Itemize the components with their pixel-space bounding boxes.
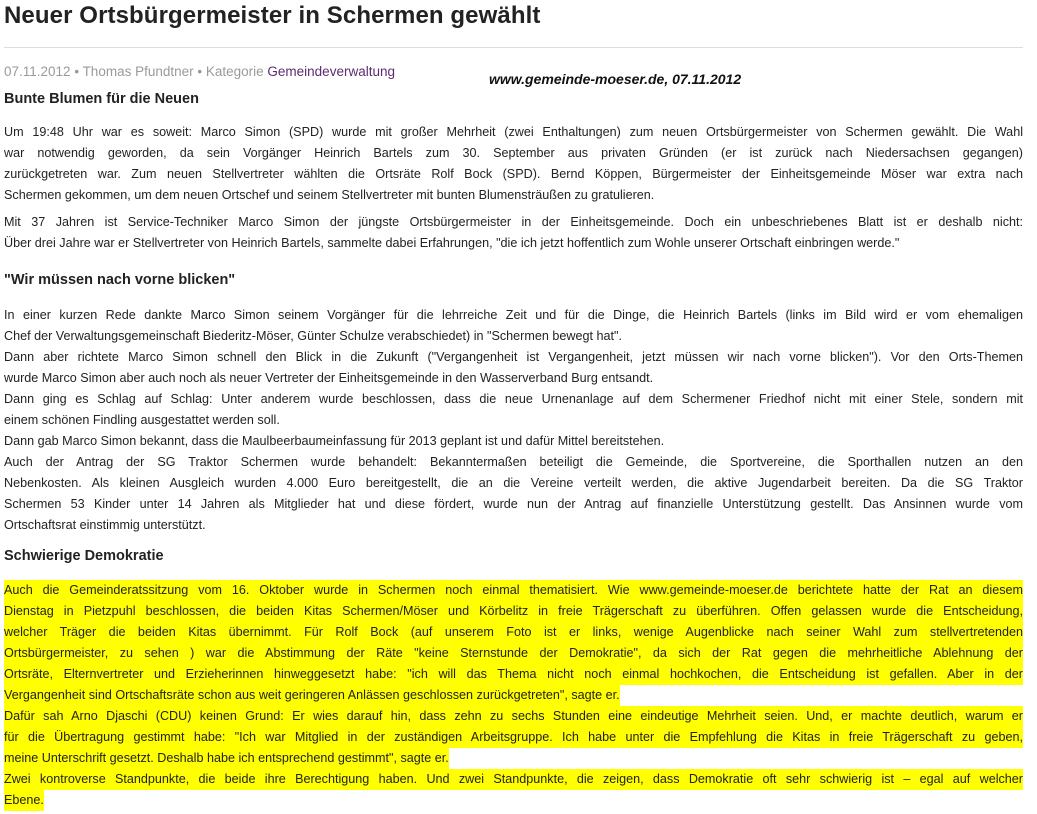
meta-category-label: • Kategorie bbox=[193, 64, 268, 79]
paragraph-line: Dann aber richtete Marco Simon schnell den Blick in die Zukunft ("Vergangenheit ist Vergangenheit, jetzt müssen wir nach vorne blicken"). Vor den Orts-Themen bbox=[4, 350, 1023, 364]
paragraph-line: Ortsräte, Elternvertreter und Erzieherinnen hinweggesetzt habe: "ich will das Thema nicht noch einmal hochkochen, die Entscheidung ist gefallen. Aber in der bbox=[4, 664, 1023, 685]
paragraph-line: einem schönen Findling ausgestattet werden soll. bbox=[4, 413, 280, 427]
paragraph bbox=[4, 212, 1023, 254]
paragraph bbox=[4, 305, 1023, 536]
paragraph-line: meine Unterschrift gesetzt. Deshalb habe ich entsprechend gestimmt", sagte er. bbox=[4, 748, 449, 769]
paragraph-line: Ortsbürgermeister, zu sehen ) war die Abstimmung der Räte "keine Sternstunde der Demokratie", da sich der Rat gegen die mehrheitliche Ablehnung der bbox=[4, 643, 1023, 664]
paragraph-line: Über drei Jahre war er Stellvertreter von Heinrich Bartels, sammelte dabei Erfahrungen, "die ich jetzt hoffentlich zum Wohle unserer Ortschaft einbringen werde." bbox=[4, 236, 900, 250]
source-stamp: www.gemeinde-moeser.de, 07.11.2012 bbox=[489, 71, 742, 87]
article-author: Thomas Pfundtner bbox=[82, 64, 194, 79]
paragraph-line: welcher Träger die beiden Kitas übernimmt. Für Rolf Bock (auf unserem Foto ist er links, wenige Augenblicke nach seiner Wahl zum stellvertretenden bbox=[4, 622, 1023, 643]
article-date: 07.11.2012 bbox=[4, 64, 71, 79]
title-divider bbox=[4, 47, 1023, 48]
paragraph-line: für die Übertragung gestimmt habe: "Ich war Mitglied in der zuständigen Arbeitsgruppe. Ich habe unter die Empfehlung die Kitas in freie Trägerschaft zu geben, bbox=[4, 727, 1023, 748]
article-title: Neuer Ortsbürgermeister in Schermen gewählt bbox=[4, 2, 541, 29]
paragraph-line: Schermen 53 Kinder unter 14 Jahren als Mitglieder hat und diese fördert, wurde nun der Antrag auf finanzielle Unterstützung gestellt. Das Ansinnen wurde vom bbox=[4, 497, 1023, 511]
paragraph-line: Dienstag in Pietzpuhl beschlossen, die beiden Kitas Schermen/Möser und Körbelitz in freie Trägerschaft zu überführen. Offen gelassen wurde die Entscheidung, bbox=[4, 601, 1023, 622]
section-heading-bunte-blumen: Bunte Blumen für die Neuen bbox=[4, 91, 199, 107]
paragraph-line: Mit 37 Jahren ist Service-Techniker Marco Simon der jüngste Ortsbürgermeister in der Einheitsgemeinde. Doch ein unbeschriebenes Blatt ist er deshalb nicht: bbox=[4, 215, 1023, 229]
paragraph-line: Schermen gekommen, um dem neuen Ortschef und seinem Stellvertreter mit bunten Blumensträußen zu gratulieren. bbox=[4, 188, 655, 202]
paragraph-line: zurückgetreten war. Zum neuen Stellvertreter wählten die Ortsräte Rolf Bock (SPD). Bernd Köppen, Bürgermeister der Einheitsgemeinde Möser war extra nach bbox=[4, 167, 1023, 181]
section-heading-wir-muessen: "Wir müssen nach vorne blicken" bbox=[4, 272, 236, 288]
paragraph-line: Chef der Verwaltungsgemeinschaft Biederitz-Möser, Günter Schulze verabschiedet) in "Schermen bewegt hat". bbox=[4, 329, 622, 343]
paragraph-line: Dafür sah Arno Djaschi (CDU) keinen Grund: Er wies darauf hin, dass zehn zu sechs Stunden eine eindeutige Mehrheit seien. Und, er machte deutlich, warum er bbox=[4, 706, 1023, 727]
paragraph-line: Vergangenheit sind Ortschaftsräte schon aus weit geringeren Anlässen geschlossen zurückgetreten", sagte er. bbox=[4, 685, 620, 706]
paragraph-line: wurde Marco Simon aber auch noch als neuer Vertreter der Einheitsgemeinde in den Wasserverband Burg entsandt. bbox=[4, 371, 654, 385]
paragraph-line: Nebenkosten. Als kleinen Ausgleich wurden 4.000 Euro bereitgestellt, die an die Vereine verteilt werden, die aktive Jugendarbeit bereiten. Da die SG Traktor bbox=[4, 476, 1023, 490]
paragraph-line: Um 19:48 Uhr war es soweit: Marco Simon (SPD) wurde mit großer Mehrheit (zwei Enthaltungen) zum neuen Ortsbürgermeister von Schermen gewählt. Die Wahl bbox=[4, 125, 1023, 139]
meta-separator: • bbox=[70, 64, 83, 79]
paragraph-line: war notwendig geworden, da sein Vorgänger Heinrich Bartels zum 30. September aus privaten Gründen (er ist zurück nach Niedersachsen gegangen) bbox=[4, 146, 1023, 160]
paragraph bbox=[4, 122, 1023, 206]
highlighted-paragraph bbox=[4, 580, 1023, 811]
paragraph-line: Ortschaftsrat einstimmig unterstützt. bbox=[4, 518, 206, 532]
section-heading-schwierige-demokratie: Schwierige Demokratie bbox=[4, 548, 164, 564]
paragraph-line: In einer kurzen Rede dankte Marco Simon seinem Vorgänger für die lehrreiche Zeit und für die Dinge, die Heinrich Bartels (links im Bild wird er vom ehemaligen bbox=[4, 308, 1023, 322]
paragraph-line: Dann ging es Schlag auf Schlag: Unter anderem wurde beschlossen, dass die neue Urnenanlage auf dem Schermener Friedhof nicht mit einer Stele, sondern mit bbox=[4, 392, 1023, 406]
paragraph-line: Ebene. bbox=[4, 790, 44, 811]
paragraph-line: Zwei kontroverse Standpunkte, die beide ihre Berechtigung haben. Und zwei Standpunkte, die zeigen, dass Demokratie oft sehr schwierig ist – egal auf welcher bbox=[4, 769, 1023, 790]
article-meta bbox=[4, 64, 395, 79]
category-link[interactable]: Gemeindeverwaltung bbox=[267, 64, 395, 79]
paragraph-line: Auch die Gemeinderatssitzung vom 16. Oktober wurde in Schermen noch einmal thematisiert. Wie www.gemeinde-moeser.de berichtete hatte der Rat an diesem bbox=[4, 580, 1023, 601]
paragraph-line: Dann gab Marco Simon bekannt, dass die Maulbeerbaumeinfassung für 2013 geplant ist und dafür Mittel bereitstehen. bbox=[4, 434, 665, 448]
paragraph-line: Auch der Antrag der SG Traktor Schermen wurde behandelt: Bekanntermaßen beteiligt die Gemeinde, die Sportvereine, die Sporthallen nutzen an den bbox=[4, 455, 1023, 469]
